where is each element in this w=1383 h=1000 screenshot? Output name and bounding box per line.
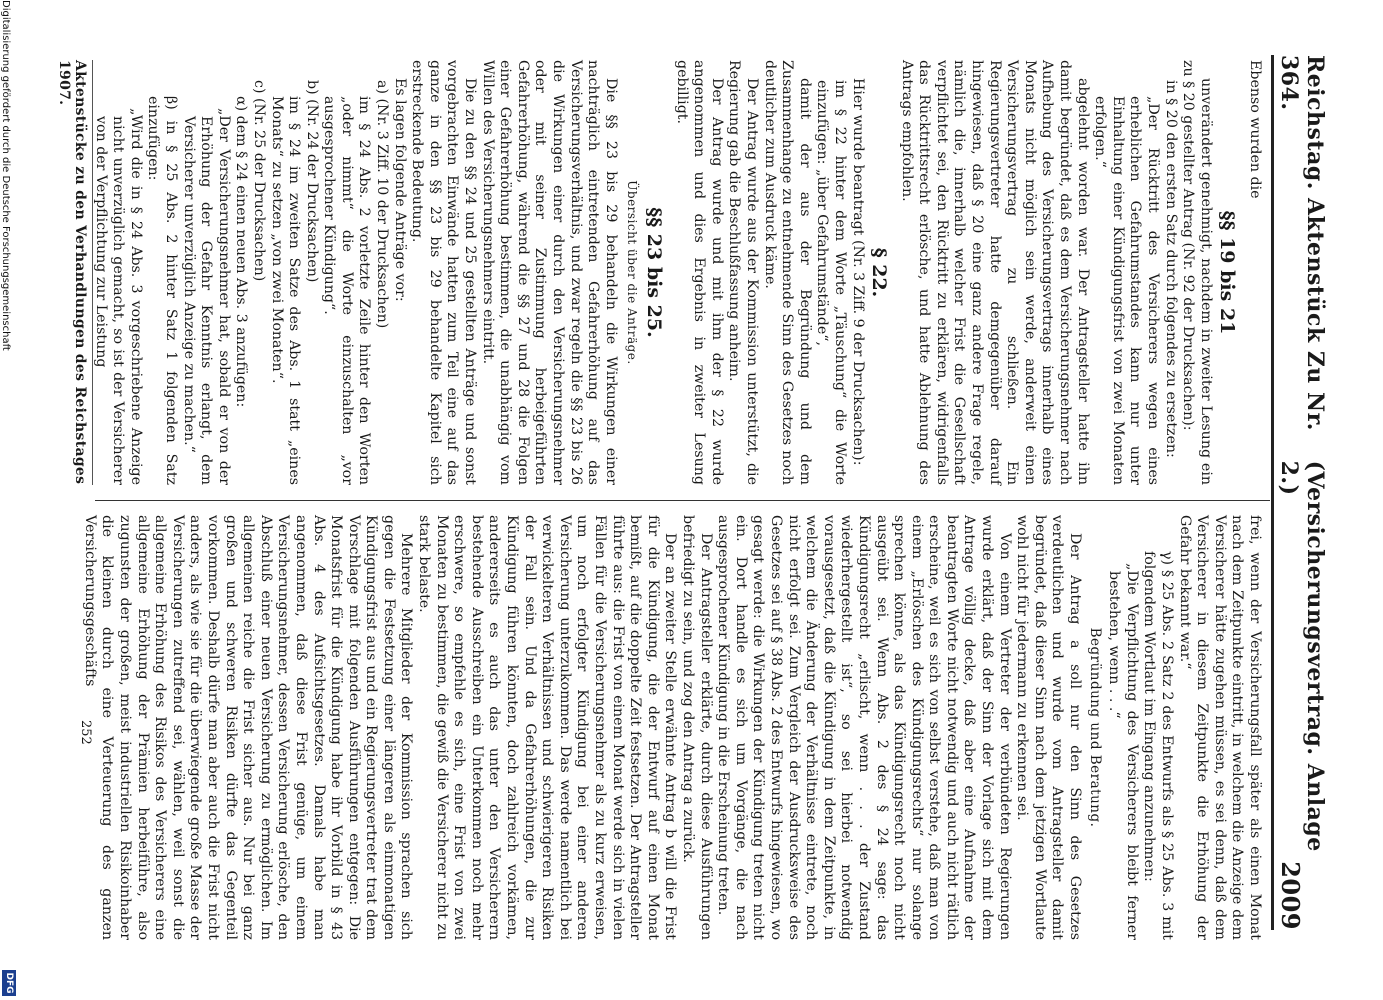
paragraph: Mehrere Mitglieder der Kommission sprachen sich gegen die Festsetzung einer längeren als einmonatigen Kündigungsfrist aus und ein Regierungsvertreter trat dem Vorschlage mit folgenden Ausführungen entgegen: Die Monatsfrist für die Kündigung habe ihr Vorbild in § 43 Abs. 4 des Aufsichtsgesetzes. Damals habe man angenommen, daß diese Frist genüge, um einem Versicherungsnehmer, dessen Versicherung erlösche, den Abschluß einer neuen Versicherung zu ermöglichen. Im allgemeinen reiche die Frist sicher aus. Nur bei ganz großen und schweren Risiken dürfte das Gegenteil vorkommen. Deshalb dürfe man aber auch die Frist nicht anders, als wie sie für die überwiegende große Masse der Versicherungen zutreffend sei, wählen, weil sonst die allgemeine Erhöhung des Risikos des Versicherers eine allgemeine Erhöhung der Prämien herbeiführe, also zugunsten der großen, meist industriellen Risikoinhaber die kleinen durch eine Verteuerung des ganzen Versicherungsgeschäfts: [81, 515, 415, 940]
paragraph: Übersicht über die Anträge.: [625, 180, 640, 365]
footer-title: Aktenstücke zu den Verhandlungen des Reichstages 1907.: [56, 60, 93, 485]
paragraph: unverändert genehmigt, nachdem in zweiter Lesung ein zu § 20 gestellter Antrag (Nr. 92 der Drucksachen):: [1180, 60, 1214, 485]
paragraph: γ) § 25 Abs. 2 Satz 2 des Entwurfs als § 25 Abs. 3 mit folgendem Wortlaut im Eingang anzunehmen:: [1141, 551, 1176, 940]
paragraph: in § 20 den ersten Satz durch folgendes zu ersetzen:: [1162, 80, 1179, 458]
paragraph: „Wird die in § 24 Abs. 3 vorgeschriebene Anzeige nicht unverzüglich gemacht, so ist der Versicherer von der Verpflichtung zur Leistung: [92, 108, 144, 485]
header-left: Reichstag. Aktenstück Zu Nr. 364.: [1276, 55, 1328, 431]
paragraph: „Der Versicherungsnehmer hat, sobald er von der Erhöhung der Gefahr Kenntnis erlangt, dem Versicherer unverzüglich Anzeige zu machen.“: [180, 108, 232, 485]
header-page-number: 2009: [1276, 861, 1305, 930]
paragraph: im § 24 im zweiten Satze des Abs. 1 statt „eines Monats“ zu setzen „von zwei Monaten“.: [268, 96, 303, 485]
paragraph: β) in § 25 Abs. 2 hinter Satz 1 folgenden Satz einzufügen:: [145, 96, 179, 485]
paragraph: b) (Nr. 24 der Drucksachen): [303, 80, 320, 283]
paragraph: Hier wurde beantragt (Nr. 3 Ziff. 9 der Drucksachen):: [849, 78, 866, 466]
dfg-logo: DFG: [2, 970, 16, 996]
paragraph: Der Antragsteller erklärte, durch diese Ausführungen befriedigt zu sein, und zog den Antrag a zurück.: [680, 515, 714, 940]
paragraph: Die §§ 23 bis 29 behandeln die Wirkungen einer nachträglich eintretenden Gefahrerhöhung auf das Versicherungsverhältnis, und zwar regeln die §§ 23 bis 26 die Wirkungen einer durch den Versicherungsnehmer oder mit seiner Zustimmung herbeigeführten Gefahrerhöhung, während die §§ 27 und 28 die Folgen einer Gefahrerhöhung bestimmen, die unabhängig vom Willen des Versicherungsnehmers eintritt.: [479, 60, 619, 485]
paragraph: frei, wenn der Versicherungsfall später als einen Monat nach dem Zeitpunkte eintritt, in welchem die Anzeige dem Versicherer hätte zugehen müssen, es sei denn, daß dem Versicherer in diesem Zeitpunkte die Erhöhung der Gefahr bekannt war.“: [1176, 515, 1263, 940]
paragraph: Der Antrag a soll nur den Sinn des Gesetzes verdeutlichen und wurde vom Antragsteller damit begründet, daß dieser Sinn nach dem jetzigen Wortlaute wohl nicht für jedermann zu erkennen sei.: [1014, 515, 1084, 940]
paragraph: a) (Nr. 3 Ziff. 10 der Drucksachen): [374, 80, 391, 329]
section-heading: § 22.: [868, 247, 891, 298]
paragraph: Der Antrag wurde aus der Kommission unterstützt, die Regierung gab die Beschlußfassung anheim.: [726, 60, 760, 485]
section-heading: §§ 23 bis 25.: [643, 207, 665, 338]
paragraph: „Der Rücktritt des Versicherers wegen eines erheblichen Gefahrumstandes kann nur unter Einhaltung einer Kündigungsfrist von zwei Monaten erfolgen.“: [1092, 96, 1162, 485]
paragraph: Es lagen folgende Anträge vor:: [391, 78, 408, 302]
page-header: [1276, 55, 1328, 930]
header-rule: [1271, 55, 1274, 930]
paragraph: Der an zweiter Stelle erwähnte Antrag b will die Frist für die Kündigung, die der Entwurf auf einen Monat bemißt, auf die doppelte Zeit festsetzen. Der Antragsteller führte aus: die Frist von einem Monat werde sich in vielen Fällen für die Versicherungsnehmer als zu kurz erweisen, um noch erfolgter Kündigung bei einer anderen Versicherung unterzukommen. Das werde namentlich bei verwickelteren Verhältnissen und schwierigeren Risiken der Fall sein. Und da Gefahrerhöhungen, die zur Kündigung führen könnten, doch zahlreich vorkämen, andererseits es auch das unter den Versicherern bestehende Ausschreiben ein Unterkommen noch mehr erschwere, so empfehle es sich, eine Frist von zwei Monaten zu bestimmen, die gewiß die Versicherer nicht zu stark belaste.: [416, 515, 679, 940]
paragraph: damit der aus der Begründung und dem Zusammenhange zu entnehmende Sinn des Gesetzes noch deutlicher zum Ausdruck käme.: [761, 60, 813, 485]
paragraph: „Die Verpflichtung des Versicherers bleibt ferner bestehen, wenn . . .“: [1106, 563, 1140, 940]
right-column: [80, 515, 1263, 940]
paragraph: im § 22 hinter dem Worte „Täuschung“ die Worte einzufügen: „über Gefahrumstände“,: [814, 80, 848, 485]
paragraph: Von einem Vertreter der verbündeten Regierungen wurde erklärt, daß der Sinn der Vorlage sich mit dem Antrage völlig decke, daß aber eine Aufnahme der beantragten Worte nicht notwendig und auch nicht rätlich erscheine, weil es sich von selbst verstehe, daß man von einem „Erlöschen des Kündigungsrechts“ nur solange sprechen könne, als das Kündigungsrecht noch nicht ausgeübt sei. Wenn Abs. 2 des § 24 sage: das Kündigungsrecht „erlischt, wenn . . . der Zustand wiederhergestellt ist“, so sei hierbei notwendig vorausgesetzt, daß die Kündigung in dem Zeitpunkte, in welchem die Änderung der Verhältnisse eintrete, noch nicht erfolgt sei. Zum Vergleich der Ausdrucksweise des Gesetzes sei auf § 38 Abs. 2 des Entwurfs hingewiesen, wo gesagt werde: die Wirkungen der Kündigung treten nicht ein. Dort handle es sich um Vorgänge, die nach ausgesprochener Kündigung in die Erscheinung treten.: [715, 515, 1013, 940]
digitization-credit: Digitalisierung gefördert durch die Deutsche Forschungsgemeinschaft: [0, 0, 11, 351]
section-heading: §§ 19 bis 21: [1216, 210, 1239, 335]
paragraph: α) dem § 24 einen neuen Abs. 3 anzufügen:: [233, 96, 250, 408]
paragraph: im § 24 Abs. 2 vorletzte Zeile hinter den Worten „oder nimmt“ die Worte einzuschalten „vor ausgesprochener Kündigung“.: [321, 96, 373, 485]
footer-page-number: 252: [78, 720, 93, 745]
paragraph: c) (Nr. 25 der Drucksachen): [250, 80, 267, 282]
paragraph: Begründung und Beratung.: [1086, 627, 1103, 828]
paragraph: Die zu den §§ 24 und 25 gestellten Anträge und sonst vorgebrachten Einwände hatten zum Teil eine auf das ganze in den §§ 23 bis 29 behandelte Kapitel sich erstreckende Bedeutung.: [409, 60, 479, 485]
paragraph: Der Antrag wurde und mit ihm der § 22 wurde angenommen und dies Ergebnis in zweiter Lesung gebilligt.: [673, 60, 725, 485]
left-column: [91, 60, 1263, 485]
column-divider: [95, 500, 1270, 501]
paragraph: Ebenso wurden die: [1247, 60, 1263, 199]
paragraph: abgelehnt worden war. Der Antragsteller hatte ihn damit begründet, daß es dem Versicherungsnehmer nach Aufhebung des Versicherungsvertrags innerhalb eines Monats nicht möglich sein werde, anderweit einen Versicherungsvertrag zu schließen. Ein Regierungsvertreter hatte demgegenüber darauf hingewiesen, daß § 20 eine ganz andere Frage regele, nämlich die, innerhalb welcher Frist die Gesellschaft verpflichtet sei, den Rücktritt zu erklären, widrigenfalls das Rücktrittsrecht erlösche, und hatte Ablehnung des Antrags empfohlen.: [898, 60, 1091, 485]
header-right: (Versicherungsvertrag. Anlage 2.): [1276, 460, 1328, 852]
